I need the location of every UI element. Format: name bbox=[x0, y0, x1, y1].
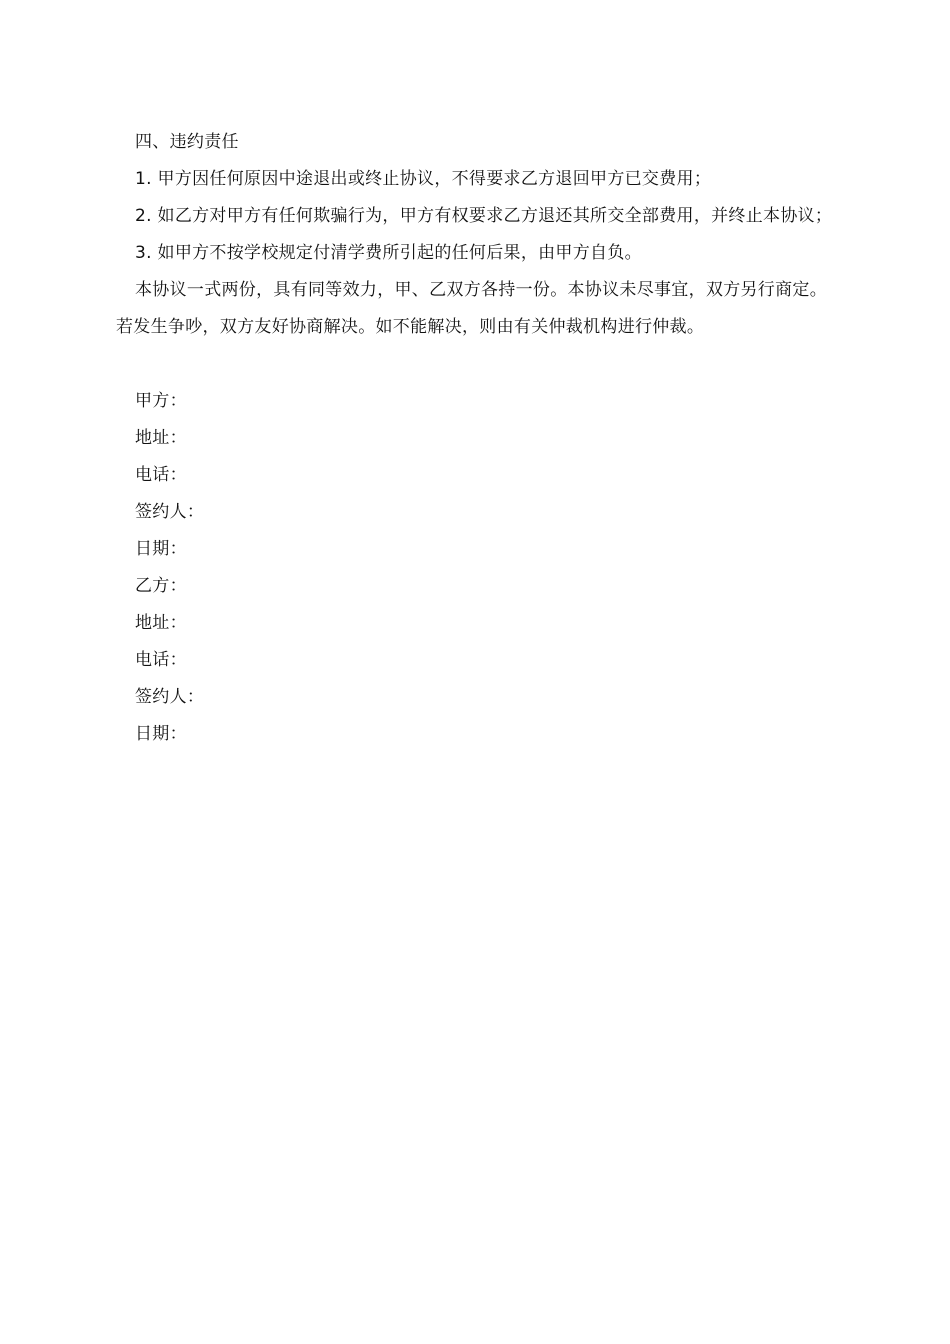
party-b-name-label: 乙方： bbox=[135, 576, 187, 596]
party-b-signer-label: 签约人： bbox=[135, 687, 205, 707]
party-a-phone-label: 电话： bbox=[135, 465, 187, 485]
closing-paragraph: 本协议一式两份，具有同等效力，甲、乙双方各持一份。本协议未尽事宜，双方另行商定。若发生争吵，双方友好协商解决。如不能解决，则由有关仲裁机构进行仲裁。 bbox=[116, 280, 827, 337]
clause-3: 3. 如甲方不按学校规定付清学费所引起的任何后果，由甲方自负。 bbox=[135, 243, 642, 263]
party-b-date-label: 日期： bbox=[135, 724, 187, 744]
document-body bbox=[116, 124, 836, 753]
party-b-address-label: 地址： bbox=[135, 613, 187, 633]
party-a-date-label: 日期： bbox=[135, 539, 187, 559]
signature-block bbox=[116, 383, 836, 753]
party-a-name-label: 甲方： bbox=[135, 391, 187, 411]
section-heading: 四、违约责任 bbox=[135, 132, 239, 152]
party-a-address-label: 地址： bbox=[135, 428, 187, 448]
clause-2: 2. 如乙方对甲方有任何欺骗行为，甲方有权要求乙方退还其所交全部费用，并终止本协议； bbox=[135, 206, 833, 226]
clause-1: 1. 甲方因任何原因中途退出或终止协议，不得要求乙方退回甲方已交费用； bbox=[135, 169, 712, 189]
party-a-signer-label: 签约人： bbox=[135, 502, 205, 522]
party-b-phone-label: 电话： bbox=[135, 650, 187, 670]
